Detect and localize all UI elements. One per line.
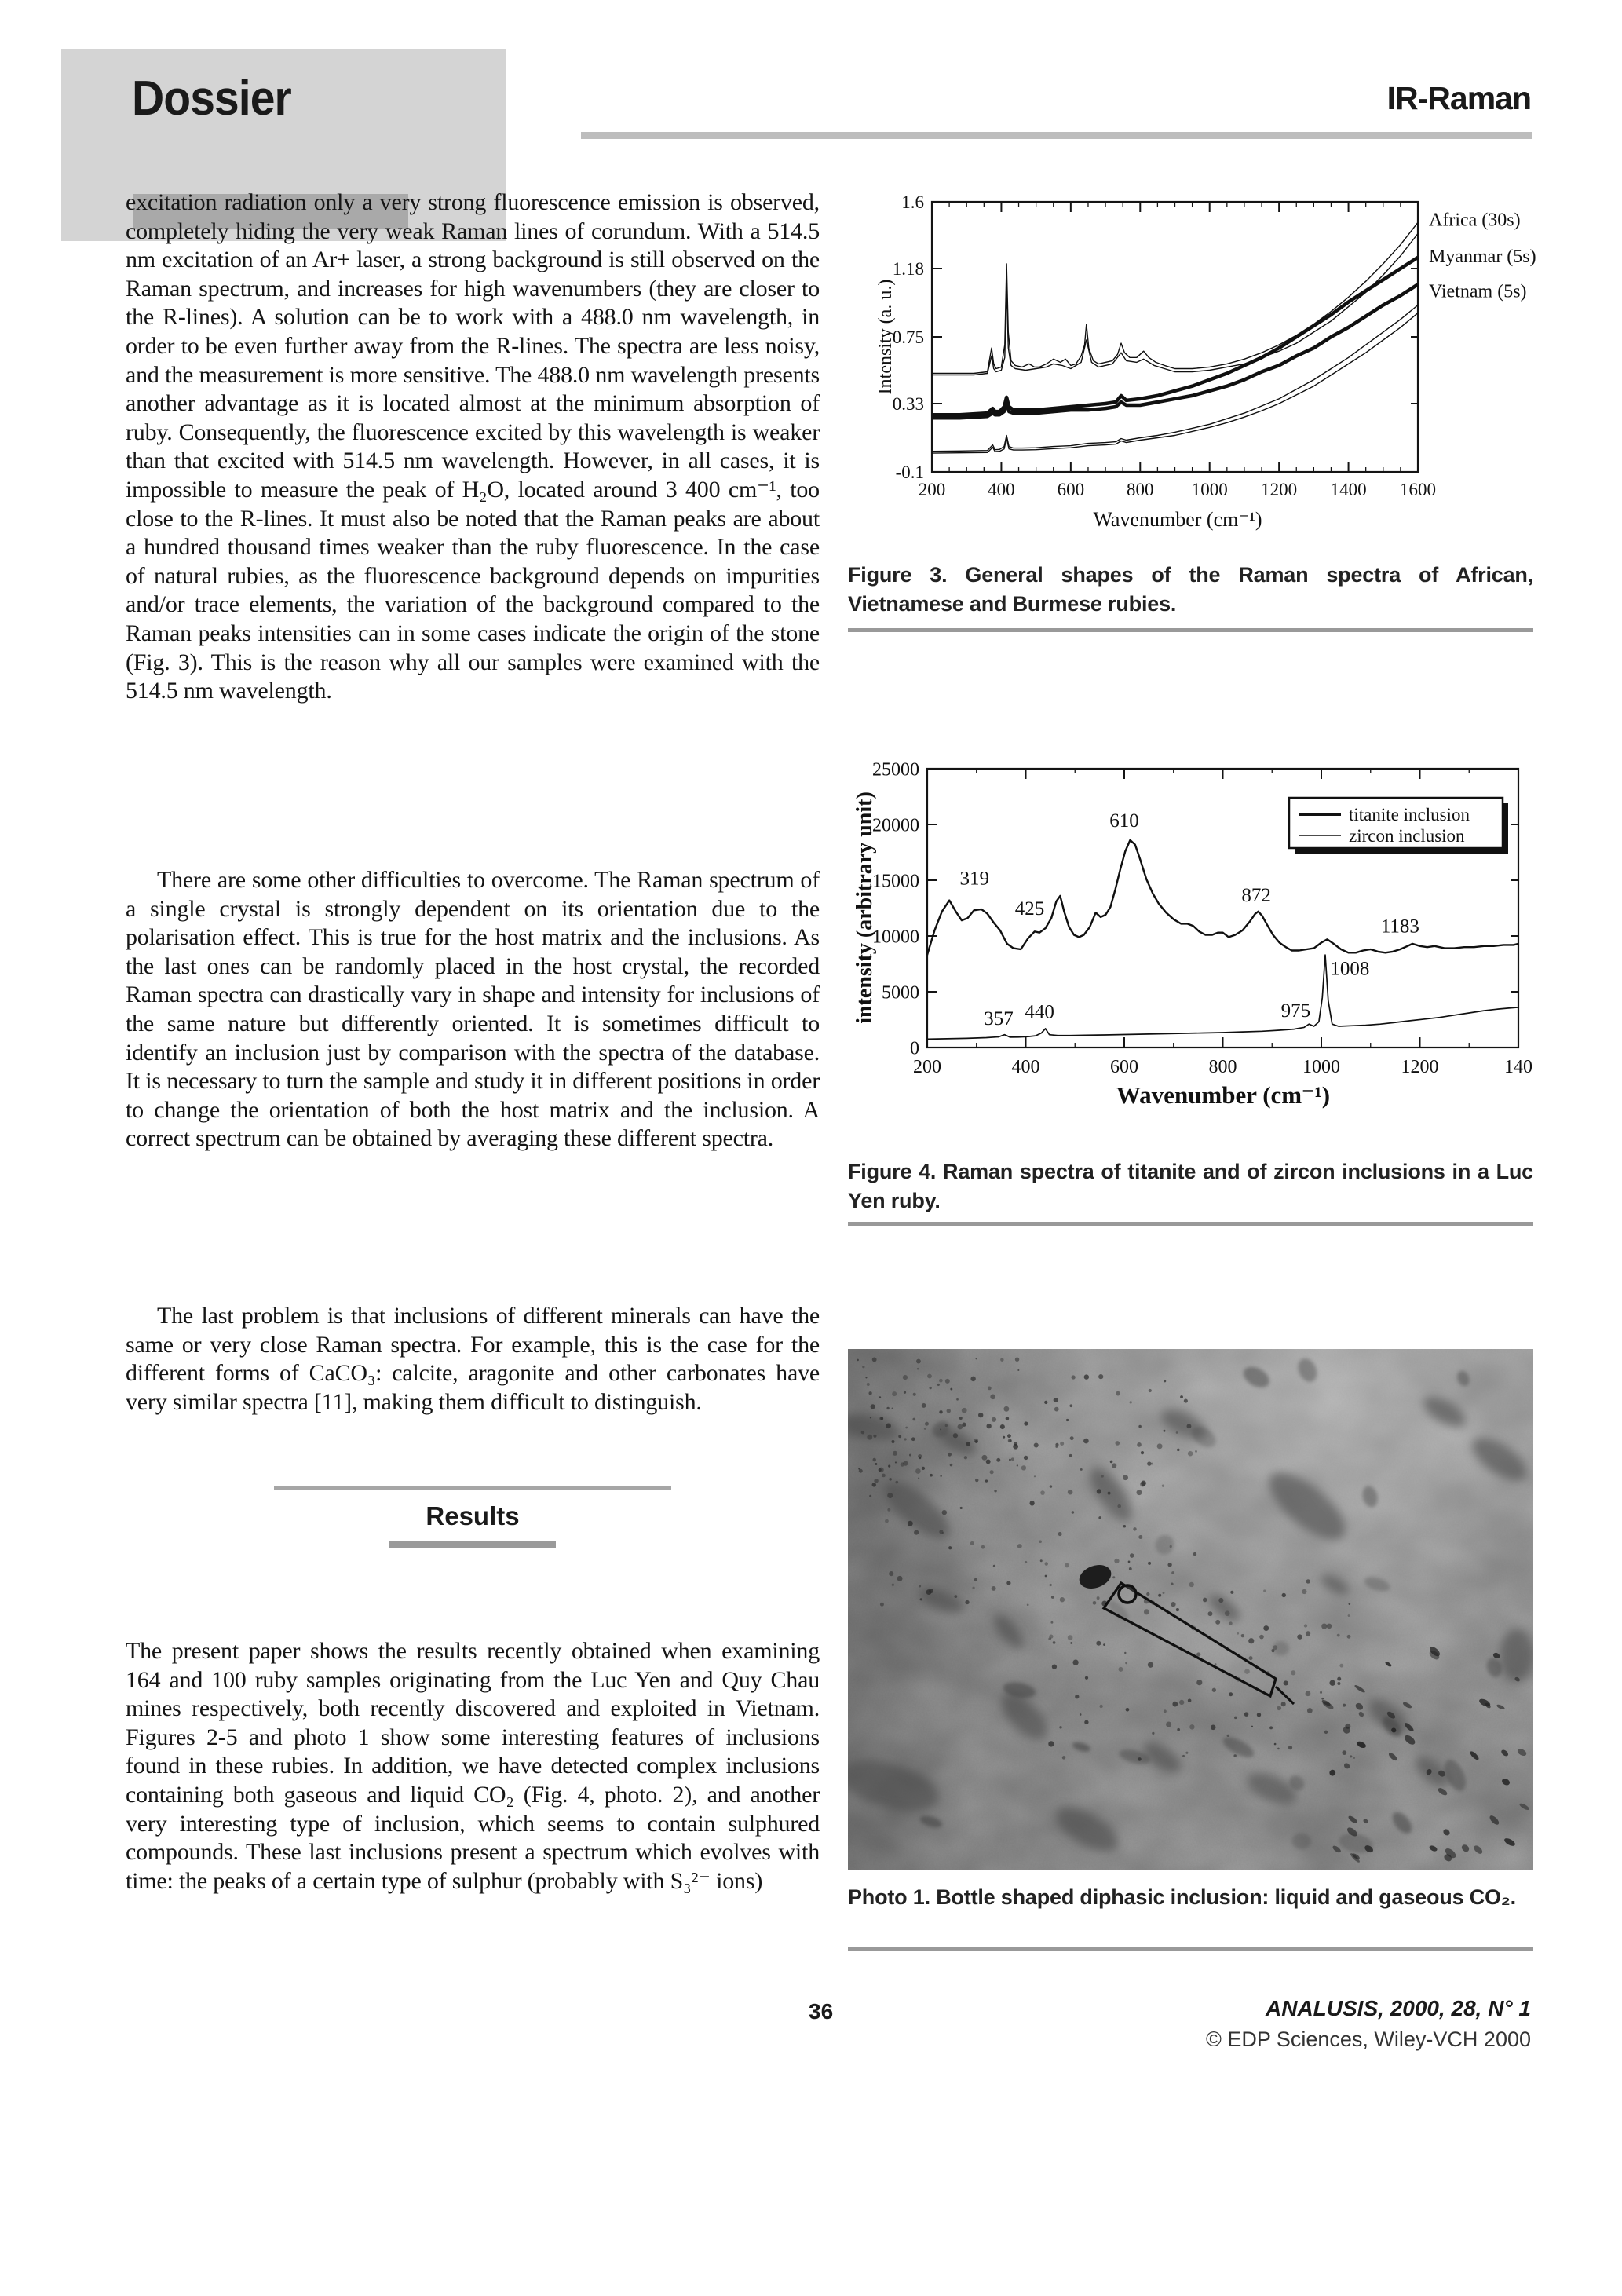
- x-tick-label: 600: [1110, 1057, 1138, 1077]
- results-heading: Results: [426, 1501, 520, 1530]
- x-tick-label: 1200: [1261, 480, 1298, 499]
- legend-label: zircon inclusion: [1349, 826, 1465, 846]
- y-axis-title: Intensity (a. u.): [875, 279, 896, 395]
- journal-reference: ANALUSIS, 2000, 28, N° 1: [1266, 1996, 1531, 2020]
- results-rule-bottom: [389, 1541, 556, 1548]
- y-tick-label: 10000: [872, 927, 919, 948]
- x-tick-label: 1000: [1191, 480, 1228, 499]
- figure3-caption: Figure 3. General shapes of the Raman spectra of African, Vietnamese and Burmese rubies.: [848, 563, 1533, 616]
- results-rule-top: [274, 1486, 671, 1490]
- y-tick-label: 1.18: [892, 259, 924, 280]
- peak-label: 425: [1014, 898, 1045, 920]
- y-tick-label: 0.75: [892, 327, 924, 348]
- page-number: 36: [809, 1999, 834, 2024]
- paragraph-3: The last problem is that inclusions of different minerals can have the same or very close Raman spectra. For example, this is the case for the different forms of CaCO₃: calcite, aragonite and other carbonates have very similar spectra [11], making them difficult to distinguish.: [126, 1303, 820, 1415]
- x-tick-label: 800: [1208, 1057, 1237, 1077]
- y-tick-label: -0.1: [895, 462, 924, 483]
- x-tick-label: 200: [913, 1057, 941, 1077]
- y-tick-label: 0.33: [892, 394, 924, 415]
- x-axis-title: Wavenumber (cm⁻¹): [1116, 1081, 1331, 1109]
- x-tick-label: 600: [1057, 480, 1085, 499]
- x-tick-label: 1600: [1400, 480, 1436, 499]
- x-tick-label: 140: [1504, 1057, 1532, 1077]
- peak-label: 975: [1280, 1000, 1311, 1022]
- figure3-raman-spectra-chart: [848, 188, 1547, 542]
- legend-label: titanite inclusion: [1349, 805, 1470, 824]
- figure3-caption-rule: [848, 628, 1533, 632]
- series-line: [927, 840, 1518, 955]
- peak-label: 357: [984, 1007, 1014, 1029]
- peak-label: 440: [1025, 1001, 1054, 1023]
- x-tick-label: 1000: [1302, 1057, 1340, 1077]
- series-label: Vietnam (5s): [1429, 281, 1527, 302]
- y-tick-label: 5000: [882, 982, 919, 1004]
- figure4-inclusions-chart: [848, 746, 1547, 1123]
- x-tick-label: 1400: [1330, 480, 1367, 499]
- y-axis-title: intensity (arbitrary unit): [853, 792, 877, 1024]
- x-tick-label: 800: [1127, 480, 1154, 499]
- y-tick-label: 15000: [872, 871, 919, 892]
- x-axis-title: Wavenumber (cm⁻¹): [1093, 508, 1262, 531]
- x-tick-label: 400: [1011, 1057, 1040, 1077]
- series-line: [927, 955, 1518, 1039]
- peak-label: 319: [959, 868, 989, 890]
- paragraph-1: excitation radiation only a very strong fluorescence emission is observed, completely hiding the very weak Raman lines of corundum. With a 514.5 nm excitation of an Ar+ laser, a strong background is still observed on the Raman spectrum, and increases for high wavenumbers (they are closer to the R-lines). A solution can be to work with a 488.0 nm wavelength, in order to be even further away from the R-lines. The spectra are less noisy, and the measurement is more sensitive. The 488.0 nm wavelength presents another advantage as it is located almost at the minimum absorption of ruby. Consequently, the fluorescence excited by this wavelength is weaker than that excited with 514.5 nm wavelength. However, in all cases, it is impossible to measure the peak of H₂O, located around 3 400 cm⁻¹, too close to the R-lines. It must also be noted that the Raman peaks are about a hundred thousand times weaker than the ruby fluorescence. In the case of natural rubies, as the fluorescence background depends on impurities and/or trace elements, the variation of the background compared to the Raman peaks intensities can in some cases indicate the origin of the stone (Fig. 3). This is the reason why all our samples were examined with the 514.5 nm wavelength.: [126, 189, 820, 704]
- paragraph-2: There are some other difficulties to overcome. The Raman spectrum of a single crystal is strongly dependent on its orientation due to the polarisation effect. This is true for the host matrix and the inclusions. As the last ones can be randomly placed in the host crystal, the recorded Raman spectra can drastically vary in shape and intensity for inclusions of the same nature but differently oriented. It is sometimes difficult to identify an inclusion just by comparison with the spectra of the database. It is necessary to turn the sample and study it in different positions in order to change the orientation of both the host matrix and the inclusion. A correct spectrum can be obtained by averaging these different spectra.: [126, 867, 820, 1152]
- y-tick-label: 0: [910, 1038, 919, 1059]
- peak-label: 1183: [1380, 916, 1419, 938]
- photo1-caption: Photo 1. Bottle shaped diphasic inclusion: liquid and gaseous CO₂.: [848, 1885, 1516, 1909]
- figure4-caption: Figure 4. Raman spectra of titanite and of zircon inclusions in a Luc Yen ruby.: [848, 1160, 1533, 1212]
- series-label: Myanmar (5s): [1429, 246, 1536, 267]
- gas-bubble-ring: [1119, 1585, 1136, 1603]
- paragraph-4: The present paper shows the results recently obtained when examining 164 and 100 ruby samples originating from the Luc Yen and Quy Chau mines respectively, both recently discovered and exploited in Vietnam. Figures 2-5 and photo 1 show some interesting features of inclusions found in these rubies. In addition, we have detected complex inclusions containing both gaseous and liquid CO₂ (Fig. 4, photo. 2), and another very interesting type of inclusion, which seems to contain sulphured compounds. These last inclusions present a spectrum which evolves with time: the peaks of a certain type of sulphur (probably with S₃²⁻ ions): [126, 1638, 820, 1894]
- copyright-line: © EDP Sciences, Wiley-VCH 2000: [1205, 2027, 1531, 2051]
- x-tick-label: 1200: [1401, 1057, 1439, 1077]
- dossier-title: Dossier: [132, 71, 291, 126]
- y-tick-label: 1.6: [901, 192, 924, 213]
- peak-label: 1008: [1330, 958, 1370, 980]
- section-title: IR-Raman: [1386, 80, 1531, 116]
- peak-label: 872: [1241, 884, 1271, 906]
- header-rule: [581, 132, 1532, 139]
- photo1-microscope-image: [848, 1349, 1533, 1870]
- y-tick-label: 25000: [872, 759, 919, 781]
- results-heading-block: [126, 1486, 820, 1548]
- y-tick-label: 20000: [872, 815, 919, 836]
- series-label: Africa (30s): [1429, 210, 1521, 231]
- figure4-caption-rule: [848, 1222, 1533, 1226]
- x-tick-label: 200: [918, 480, 946, 499]
- photo1-caption-rule: [848, 1947, 1533, 1951]
- x-tick-label: 400: [988, 480, 1015, 499]
- peak-label: 610: [1109, 810, 1139, 832]
